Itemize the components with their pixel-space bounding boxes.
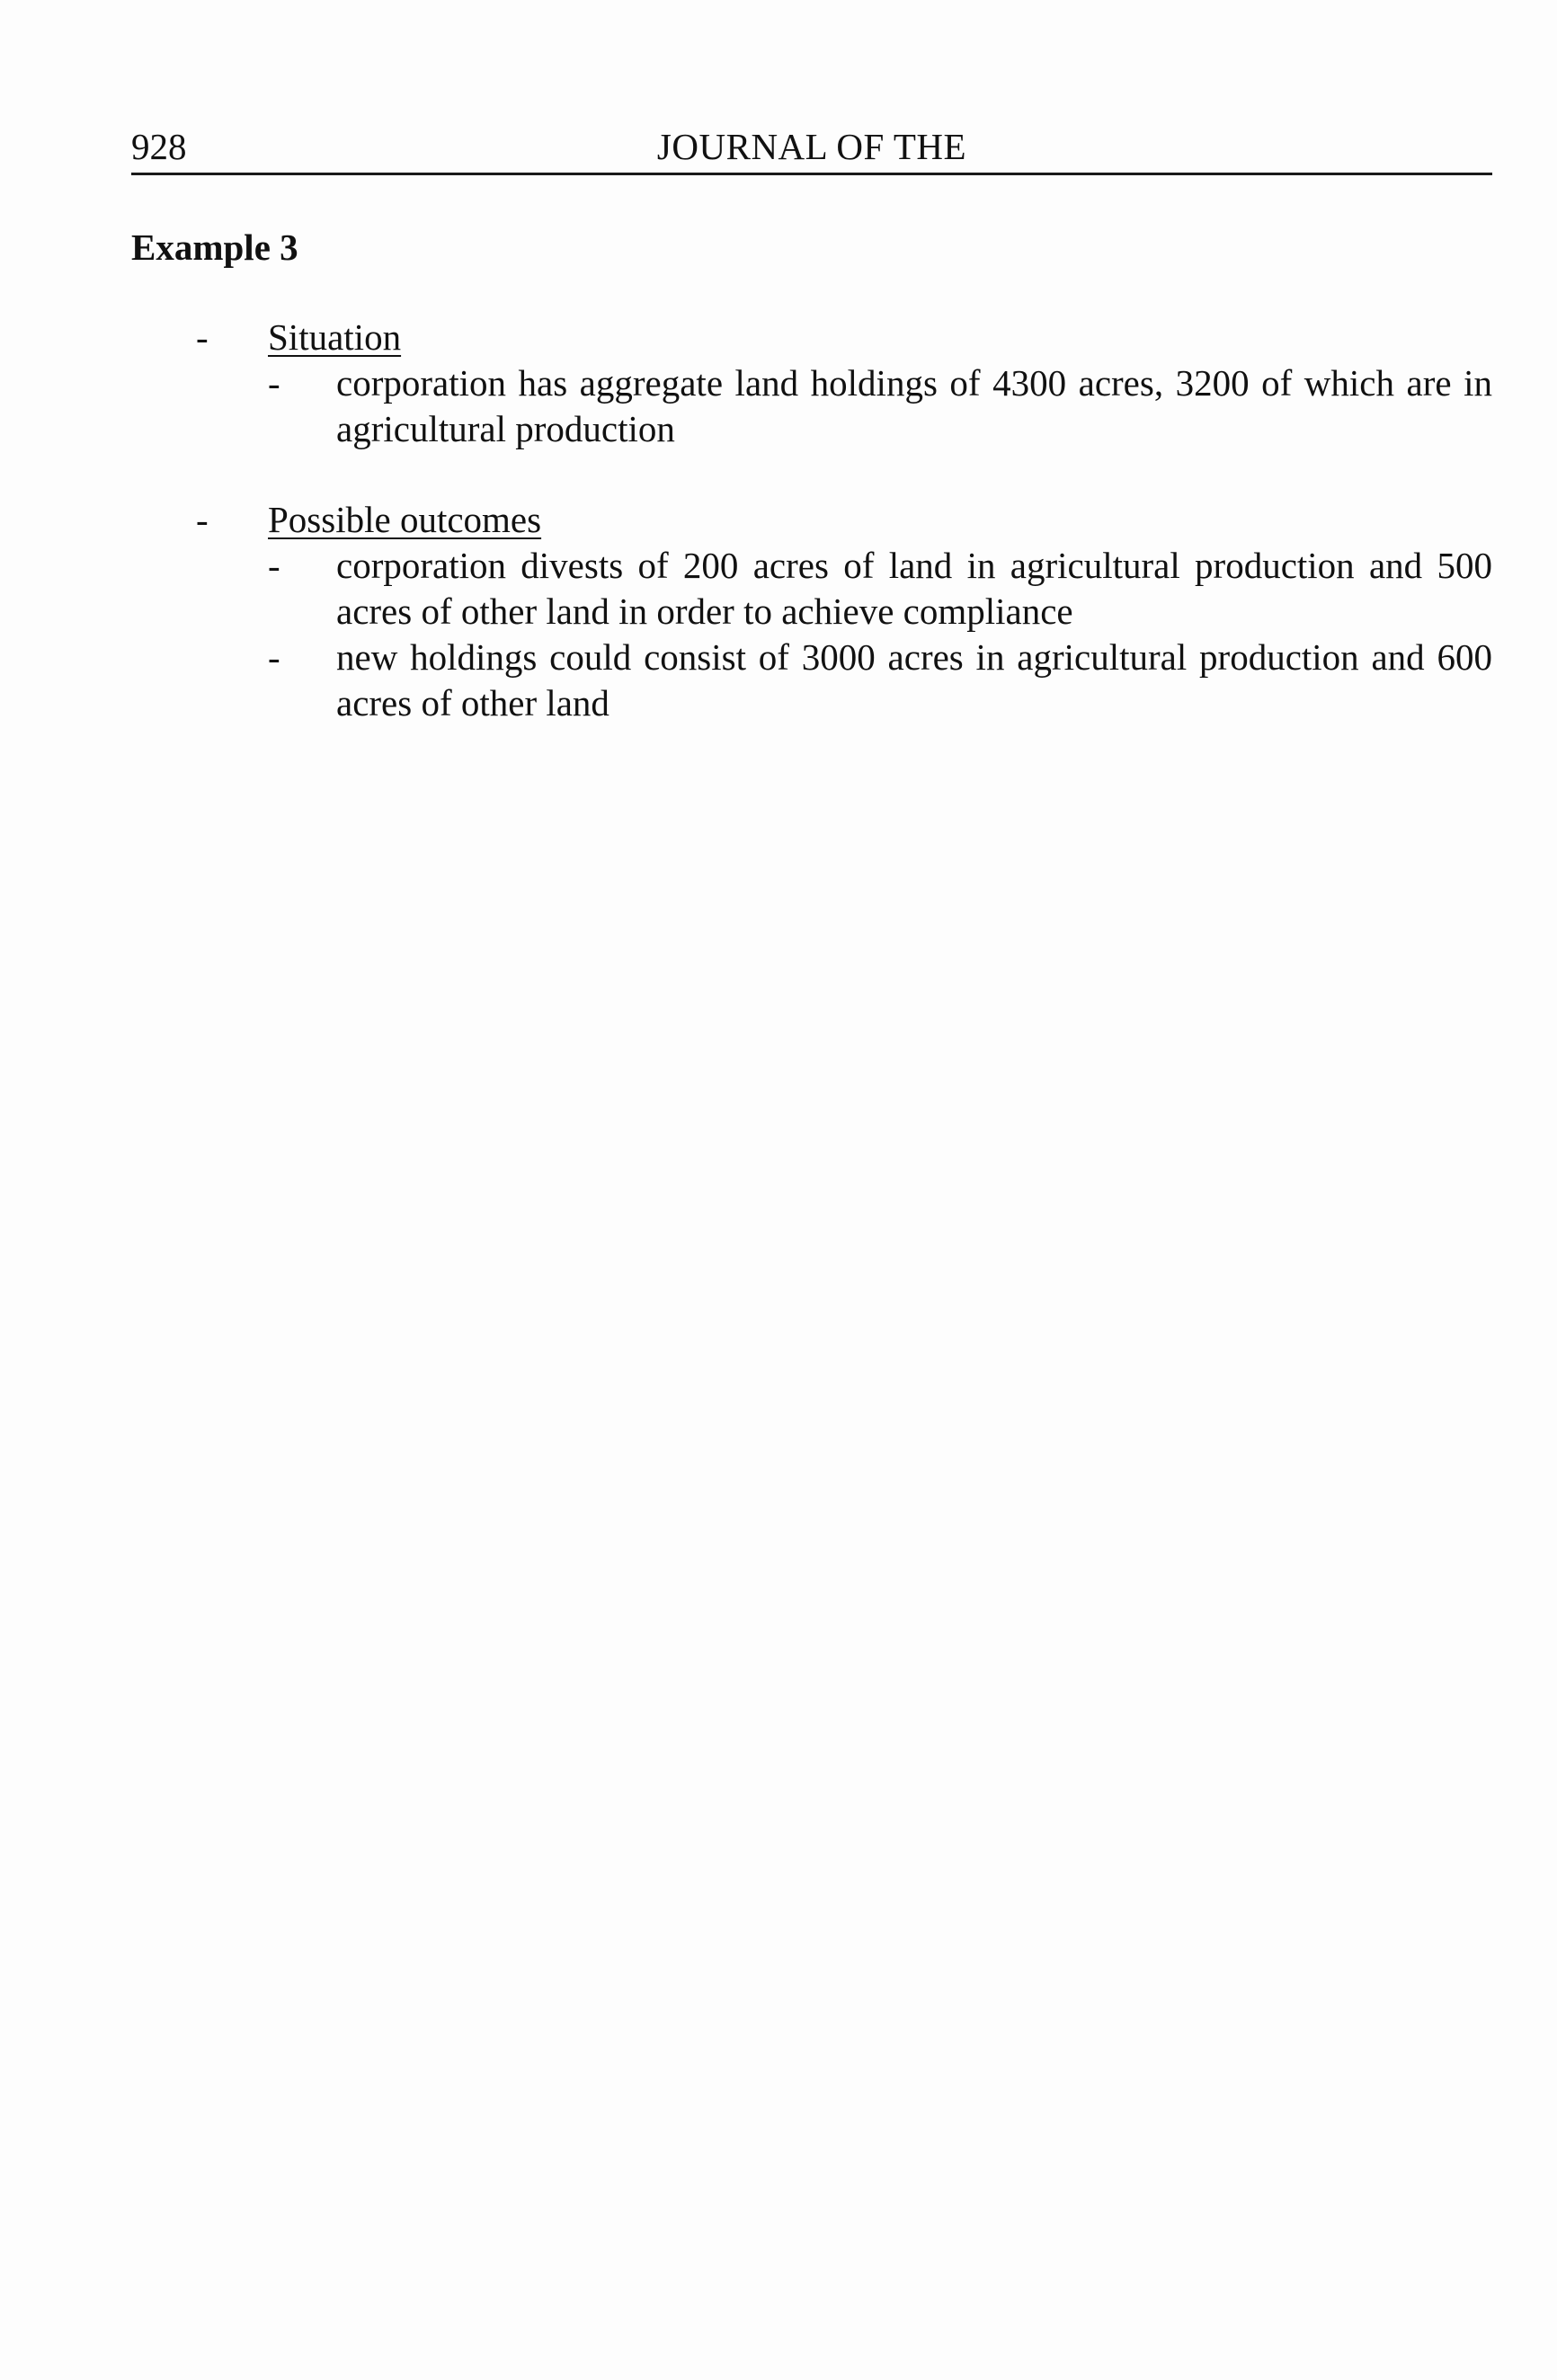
situation-heading-row	[131, 315, 1492, 360]
page-number: 928	[131, 126, 187, 167]
outcomes-block	[131, 497, 1492, 726]
outcomes-heading: Possible outcomes	[268, 499, 542, 540]
list-item-text: corporation divests of 200 acres of land in agricultural production and 500 acres of other land in order to achieve compliance	[336, 545, 1492, 632]
journal-title: JOURNAL OF THE	[656, 126, 967, 167]
situation-block	[131, 315, 1492, 452]
list-item-text: corporation has aggregate land holdings of 4300 acres, 3200 of which are in agricultural production	[336, 362, 1492, 449]
list-item	[131, 543, 1492, 635]
list-item	[131, 360, 1492, 452]
list-dash: -	[268, 636, 280, 678]
running-header	[131, 124, 1492, 175]
list-dash: -	[268, 545, 280, 586]
list-item-text: new holdings could consist of 3000 acres in agricultural production and 600 acres of other land	[336, 636, 1492, 724]
situation-heading: Situation	[268, 316, 402, 358]
list-dash: -	[268, 362, 280, 404]
list-dash: -	[196, 499, 209, 540]
section-title: Example 3	[131, 226, 298, 268]
list-item	[131, 635, 1492, 726]
list-dash: -	[196, 316, 209, 358]
outcomes-heading-row	[131, 497, 1492, 543]
